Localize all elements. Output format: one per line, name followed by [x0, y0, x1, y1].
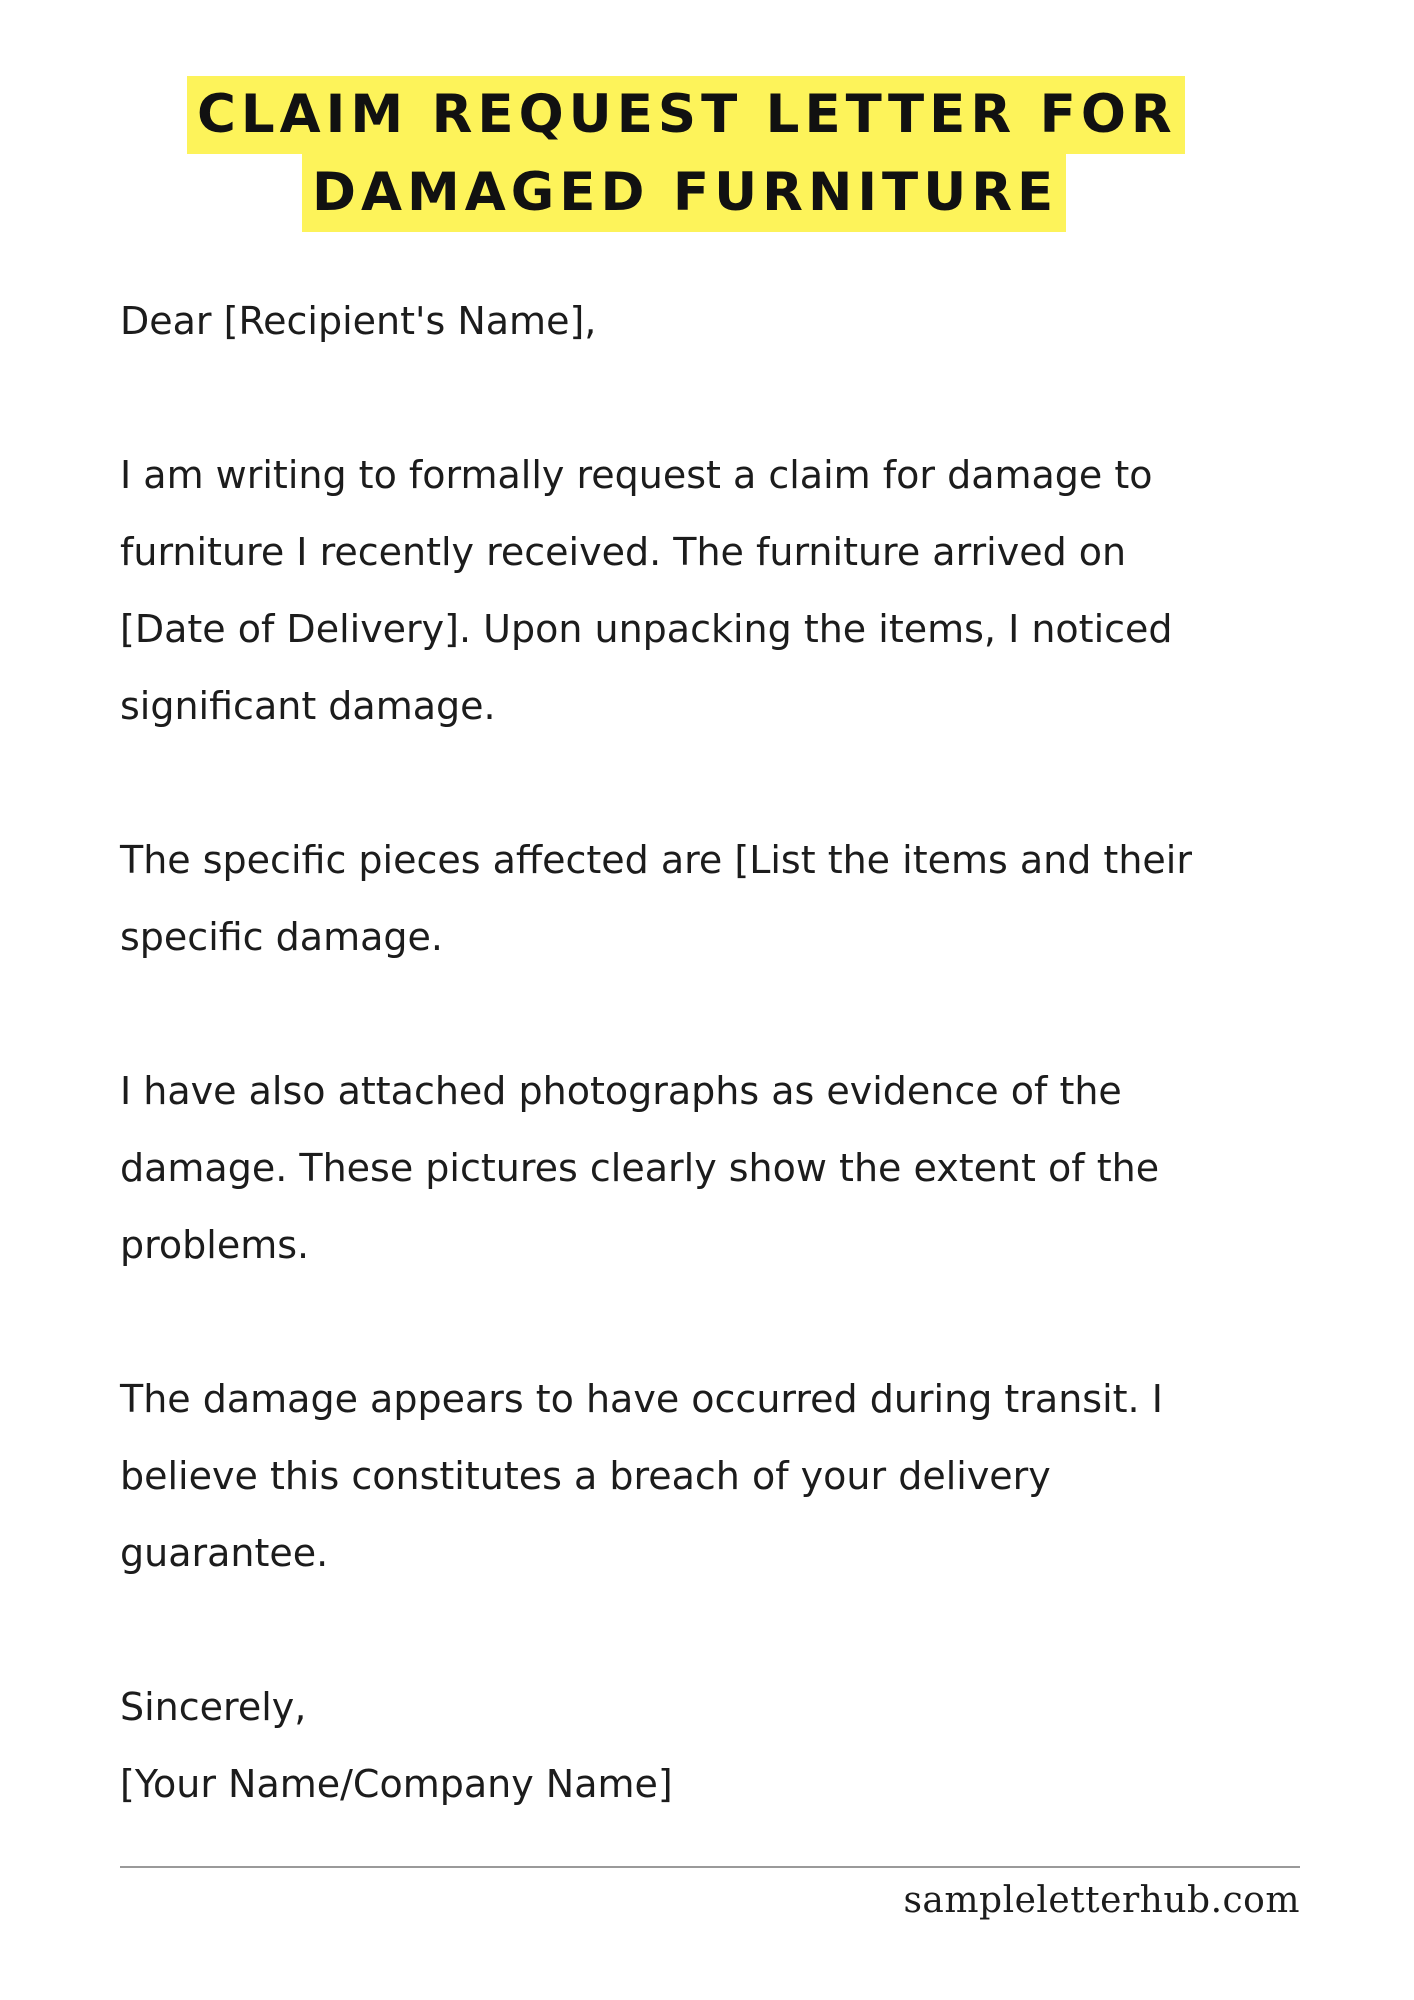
paragraph-affected-items: The specific pieces affected are [List the items and their specific damage.: [120, 838, 1192, 959]
title-line-2: DAMAGED FURNITURE: [302, 154, 1066, 232]
title-line-1: CLAIM REQUEST LETTER FOR: [187, 76, 1185, 154]
signature: [Your Name/Company Name]: [120, 1762, 673, 1806]
footer-site-name: sampleletterhub.com: [903, 1880, 1300, 1921]
paragraph-transit-damage: The damage appears to have occurred during transit. I believe this constitutes a breach of your delivery guarantee.: [120, 1377, 1163, 1575]
paragraph-photographs: I have also attached photographs as evidence of the damage. These pictures clearly show the extent of the problems.: [120, 1069, 1160, 1267]
salutation: Dear [Recipient's Name],: [120, 299, 597, 343]
closing: Sincerely,: [120, 1685, 307, 1729]
paragraph-claim-request: I am writing to formally request a claim for damage to furniture I recently received. The furniture arrived on [Date of Delivery]. Upon unpacking the items, I noticed significant damage.: [120, 453, 1173, 728]
footer-divider: [120, 1866, 1300, 1868]
letter-body: [120, 283, 1350, 1823]
